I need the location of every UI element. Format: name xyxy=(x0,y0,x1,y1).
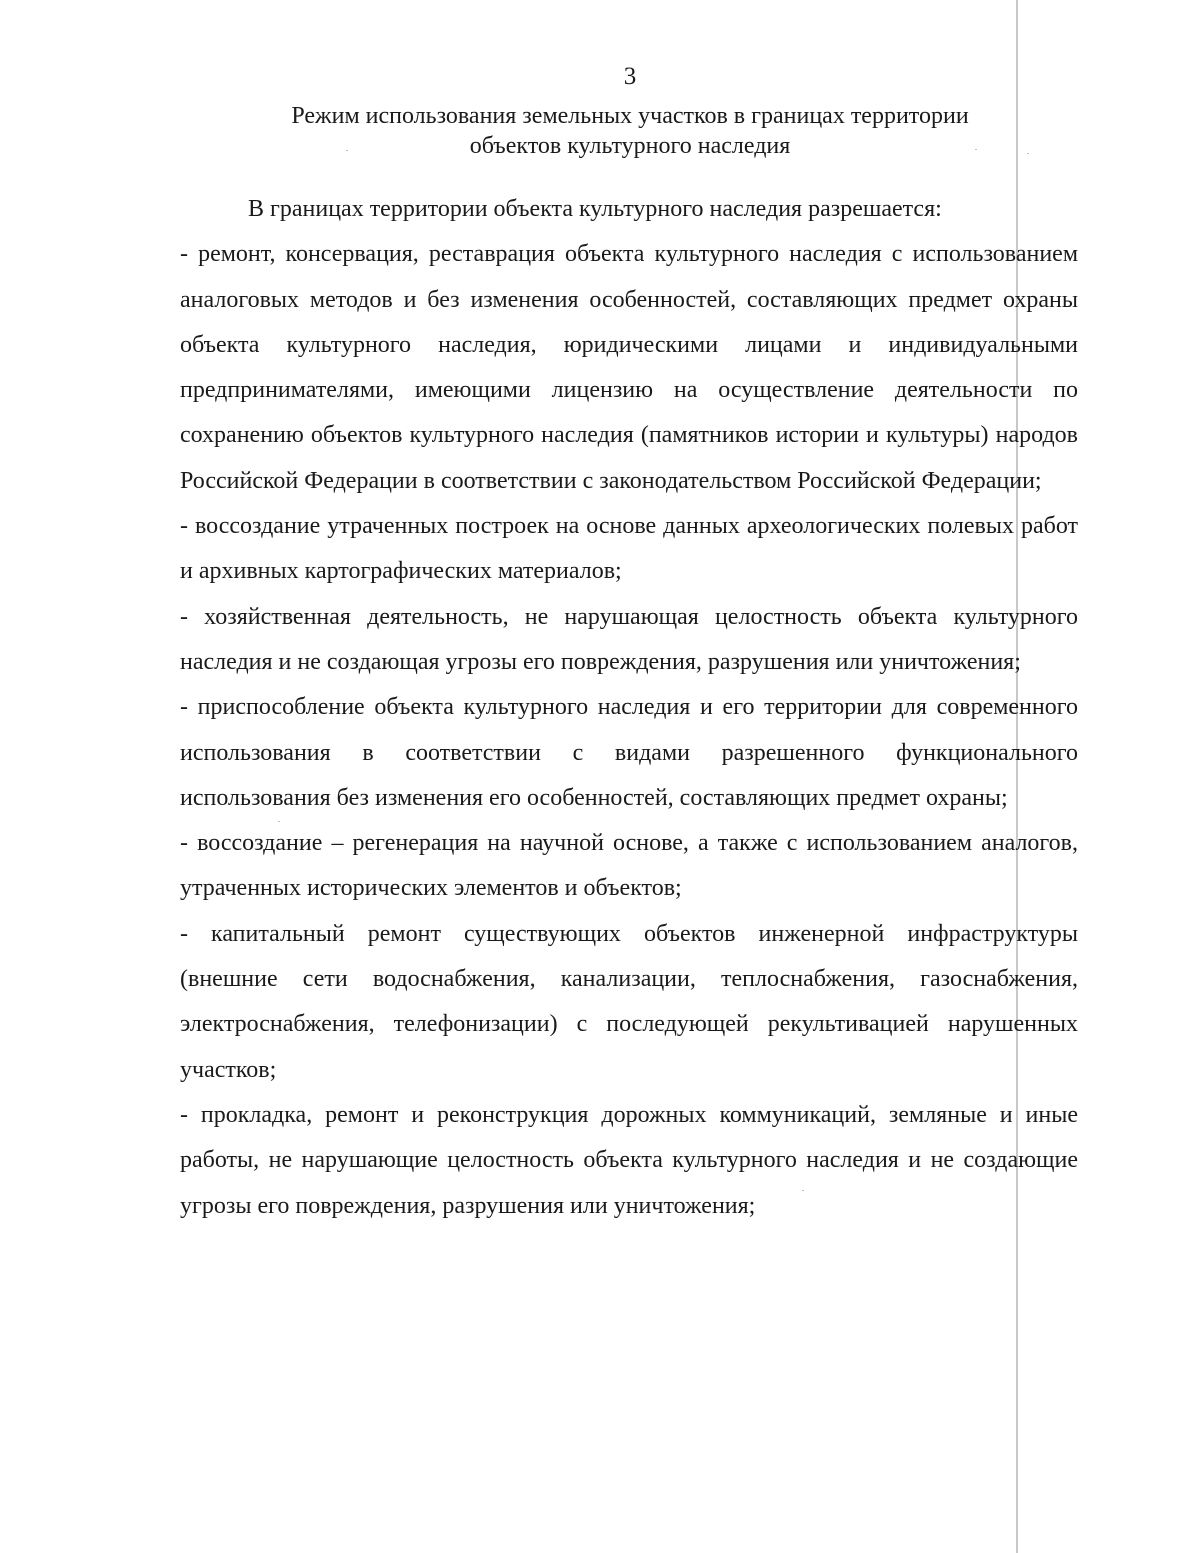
list-item: - капитальный ремонт существующих объектов инженерной инфраструктуры (внешние сети водоснабжения, канализации, теплоснабжения, газоснабжения, электроснабжения, телефонизации) с последующей рекультивацией нарушенных участков; xyxy=(180,920,1078,1083)
list-item: - хозяйственная деятельность, не нарушающая целостность объекта культурного наследия и не создающая угрозы его повреждения, разрушения или уничтожения; xyxy=(180,603,1078,675)
list-item: - воссоздание – регенерация на научной основе, а также с использованием аналогов, утраченных исторических элементов и объектов; xyxy=(180,830,1078,902)
section-title-line: объектов культурного наследия xyxy=(469,133,791,159)
section-title-line: Режим использования земельных участков в границах территории xyxy=(291,103,969,129)
list-item: - воссоздание утраченных построек на основе данных археологических полевых работ и архивных картографических материалов; xyxy=(180,513,1078,585)
document-body xyxy=(180,187,1078,1229)
list-item: - ремонт, консервация, реставрация объекта культурного наследия с использованием аналоговых методов и без изменения особенностей, составляющих предмет охраны объекта культурного наследия, юридическими лицами и индивидуальными предпринимателями, имеющими лицензию на осуществление деятельности по сохранению объектов культурного наследия (памятников истории и культуры) народов Российской Федерации в соответствии с законодательством Российской Федерации; xyxy=(180,241,1078,494)
list-item: - прокладка, ремонт и реконструкция дорожных коммуникаций, земляные и иные работы, не нарушающие целостность объекта культурного наследия и не создающие угрозы его повреждения, разрушения или уничтожения; xyxy=(180,1101,1078,1219)
intro-paragraph: В границах территории объекта культурного наследия разрешается: xyxy=(248,196,942,222)
list-item: - приспособление объекта культурного наследия и его территории для современного использования в соответствии с видами разрешенного функционального использования без изменения его особенностей, составляющих предмет охраны; xyxy=(180,694,1078,811)
section-title xyxy=(180,101,1080,161)
page-number: 3 xyxy=(623,63,637,90)
